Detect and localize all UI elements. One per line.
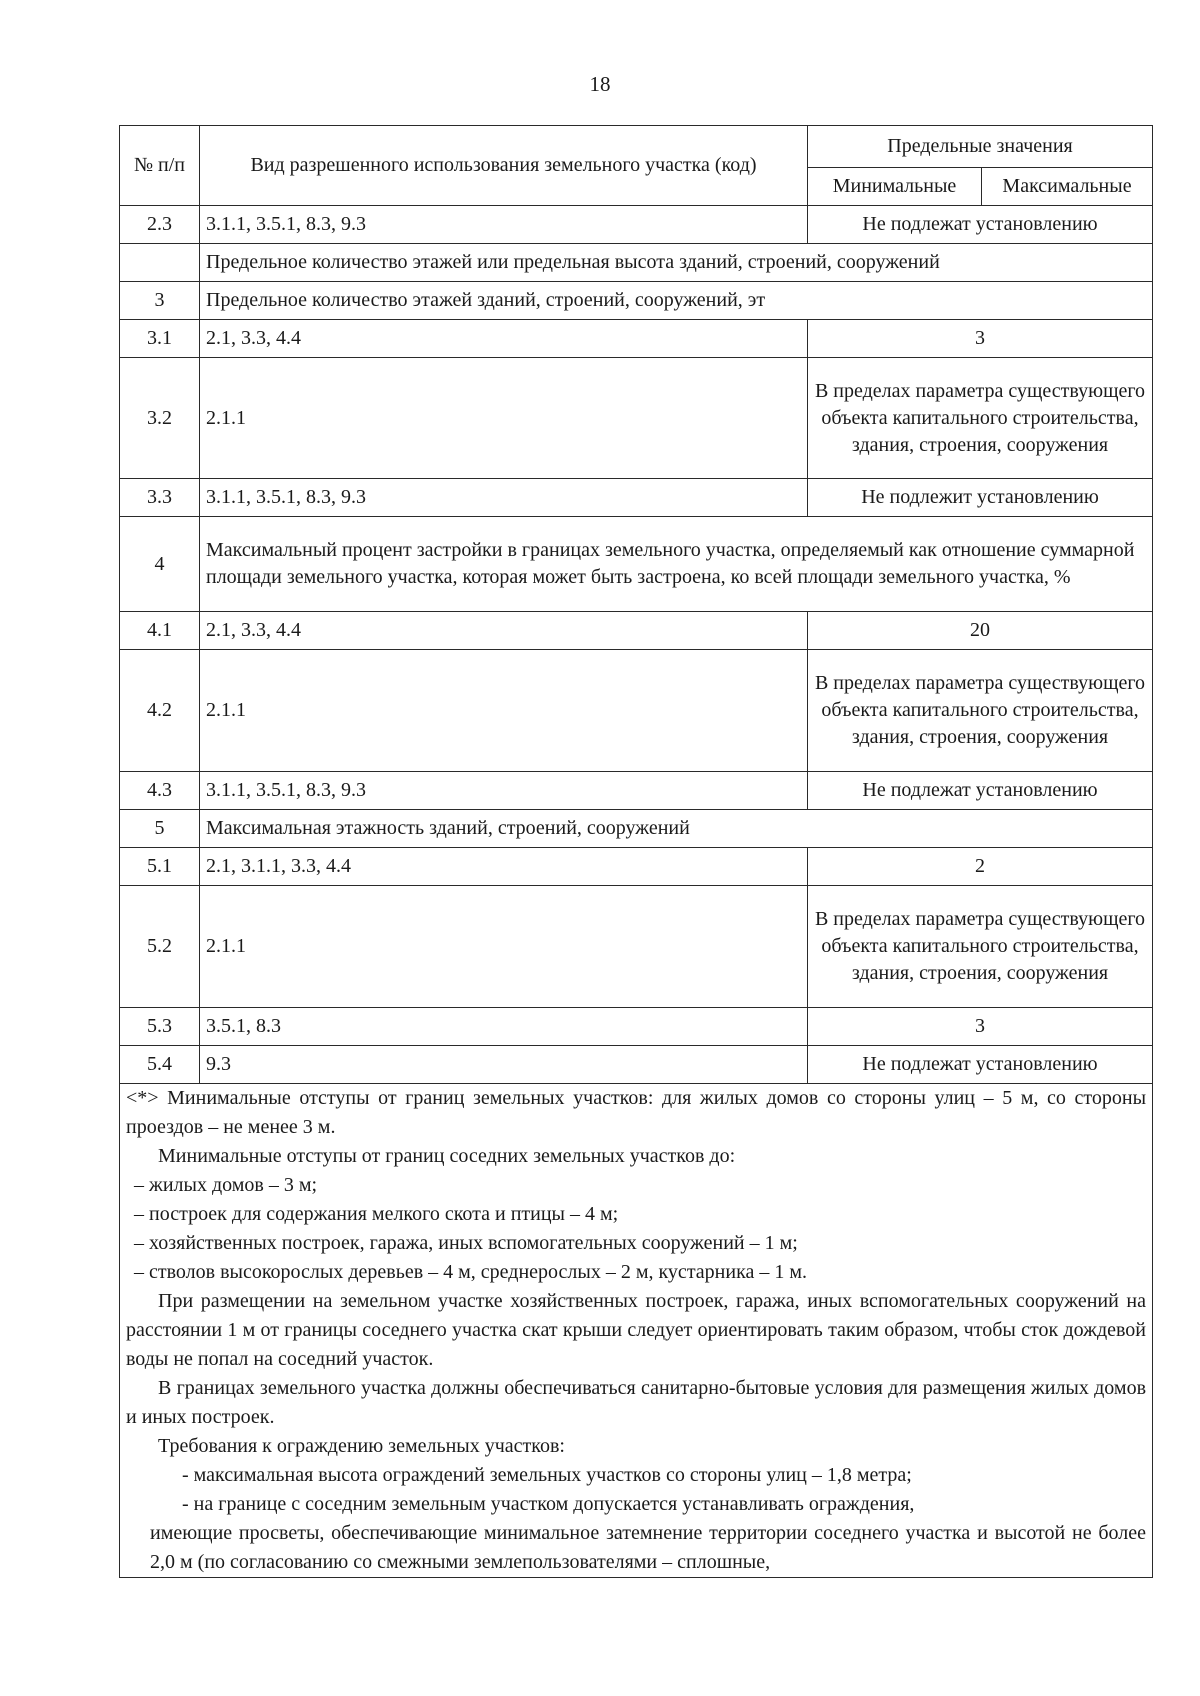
setback-item: – хозяйственных построек, гаража, иных вспомогательных сооружений – 1 м;: [134, 1232, 798, 1254]
row-number: 5.1: [120, 848, 200, 886]
limit-value: 2: [808, 848, 1153, 886]
table-row: [120, 772, 1153, 810]
footnotes: [120, 1084, 1153, 1578]
page-number: 18: [589, 72, 611, 96]
table-row: [120, 650, 1153, 772]
table-row: [120, 848, 1153, 886]
setback-item: – стволов высокорослых деревьев – 4 м, среднерослых – 2 м, кустарника – 1 м.: [134, 1261, 808, 1283]
row-number: 4.3: [120, 772, 200, 810]
row-number: 3.1: [120, 320, 200, 358]
row-number: 5.2: [120, 886, 200, 1008]
use-codes: 2.1.1: [200, 886, 808, 1008]
table-row: [120, 358, 1153, 479]
header-num: № п/п: [120, 126, 200, 206]
use-codes: 3.1.1, 3.5.1, 8.3, 9.3: [200, 206, 808, 244]
use-codes: 3.5.1, 8.3: [200, 1008, 808, 1046]
limit-value: 20: [808, 612, 1153, 650]
fencing-item: - максимальная высота ограждений земельных участков со стороны улиц – 1,8 метра;: [182, 1464, 912, 1486]
header-min: Минимальные: [808, 168, 982, 206]
use-codes: 3.1.1, 3.5.1, 8.3, 9.3: [200, 479, 808, 517]
limit-value: В пределах параметра существующего объекта капитального строительства, здания, строения, сооружения: [808, 650, 1153, 772]
limit-value: Не подлежат установлению: [808, 1046, 1153, 1084]
section-title: Максимальный процент застройки в границах земельного участка, определяемый как отношение суммарной площади земельного участка, которая может быть застроена, ко всей площади земельного участка, %: [200, 517, 1153, 612]
use-codes: 2.1, 3.3, 4.4: [200, 612, 808, 650]
limit-value: 3: [808, 320, 1153, 358]
footnote-roof-slope: При размещении на земельном участке хозяйственных построек, гаража, иных вспомогательных сооружений на расстоянии 1 м от границы соседнего участка скат крыши следует ориентировать таким образом, чтобы сток дождевой воды не попал на соседний участок.: [126, 1290, 1147, 1370]
limit-value: Не подлежат установлению: [808, 772, 1153, 810]
section-row: [120, 282, 1153, 320]
notes-row: [120, 1084, 1153, 1578]
row-number: 4: [120, 517, 200, 612]
setback-item: – жилых домов – 3 м;: [134, 1174, 318, 1196]
section-title: Предельное количество этажей или предельная высота зданий, строений, сооружений: [200, 244, 1153, 282]
header-max: Максимальные: [982, 168, 1153, 206]
footnote-neighbor-setbacks: Минимальные отступы от границ соседних земельных участков до:: [158, 1145, 736, 1167]
row-number: 3: [120, 282, 200, 320]
row-number: 5: [120, 810, 200, 848]
section-title: Максимальная этажность зданий, строений, сооружений: [200, 810, 1153, 848]
footnote-sanitary: В границах земельного участка должны обеспечиваться санитарно-бытовые условия для размещения жилых домов и иных построек.: [126, 1377, 1147, 1428]
use-codes: 3.1.1, 3.5.1, 8.3, 9.3: [200, 772, 808, 810]
row-number: 4.2: [120, 650, 200, 772]
limit-value: В пределах параметра существующего объекта капитального строительства, здания, строения, сооружения: [808, 358, 1153, 479]
footnote-fencing-title: Требования к ограждению земельных участков:: [158, 1435, 565, 1457]
use-codes: 2.1, 3.3, 4.4: [200, 320, 808, 358]
header-kind: Вид разрешенного использования земельного участка (код): [200, 126, 808, 206]
regulations-table: [119, 125, 1153, 1578]
row-number: 3.2: [120, 358, 200, 479]
fencing-item-continued: имеющие просветы, обеспечивающие минимальное затемнение территории соседнего участка и высотой не более 2,0 м (по согласованию со смежными землепользователями – сплошные,: [150, 1522, 1147, 1573]
header-row: [120, 126, 1153, 168]
table-row: [120, 206, 1153, 244]
row-number: 5.4: [120, 1046, 200, 1084]
footnote-setbacks: <*> Минимальные отступы от границ земельных участков: для жилых домов со стороны улиц – 5 м, со стороны проездов – не менее 3 м.: [126, 1087, 1147, 1138]
limit-value: Не подлежит установлению: [808, 479, 1153, 517]
row-number: 5.3: [120, 1008, 200, 1046]
row-number: 3.3: [120, 479, 200, 517]
use-codes: 9.3: [200, 1046, 808, 1084]
table-row: [120, 886, 1153, 1008]
fencing-item: - на границе с соседним земельным участком допускается устанавливать ограждения,: [182, 1493, 915, 1515]
header-limits: Предельные значения: [808, 126, 1153, 168]
section-row: [120, 244, 1153, 282]
setback-item: – построек для содержания мелкого скота и птицы – 4 м;: [134, 1203, 619, 1225]
limit-value: 3: [808, 1008, 1153, 1046]
table-row: [120, 320, 1153, 358]
use-codes: 2.1.1: [200, 358, 808, 479]
table-row: [120, 479, 1153, 517]
limit-value: В пределах параметра существующего объекта капитального строительства, здания, строения, сооружения: [808, 886, 1153, 1008]
row-number: 4.1: [120, 612, 200, 650]
section-title: Предельное количество этажей зданий, строений, сооружений, эт: [200, 282, 1153, 320]
use-codes: 2.1, 3.1.1, 3.3, 4.4: [200, 848, 808, 886]
table-row: [120, 612, 1153, 650]
use-codes: 2.1.1: [200, 650, 808, 772]
table-row: [120, 1046, 1153, 1084]
table-row: [120, 1008, 1153, 1046]
section-row: [120, 517, 1153, 612]
limit-value: Не подлежат установлению: [808, 206, 1153, 244]
row-number: 2.3: [120, 206, 200, 244]
section-row: [120, 810, 1153, 848]
